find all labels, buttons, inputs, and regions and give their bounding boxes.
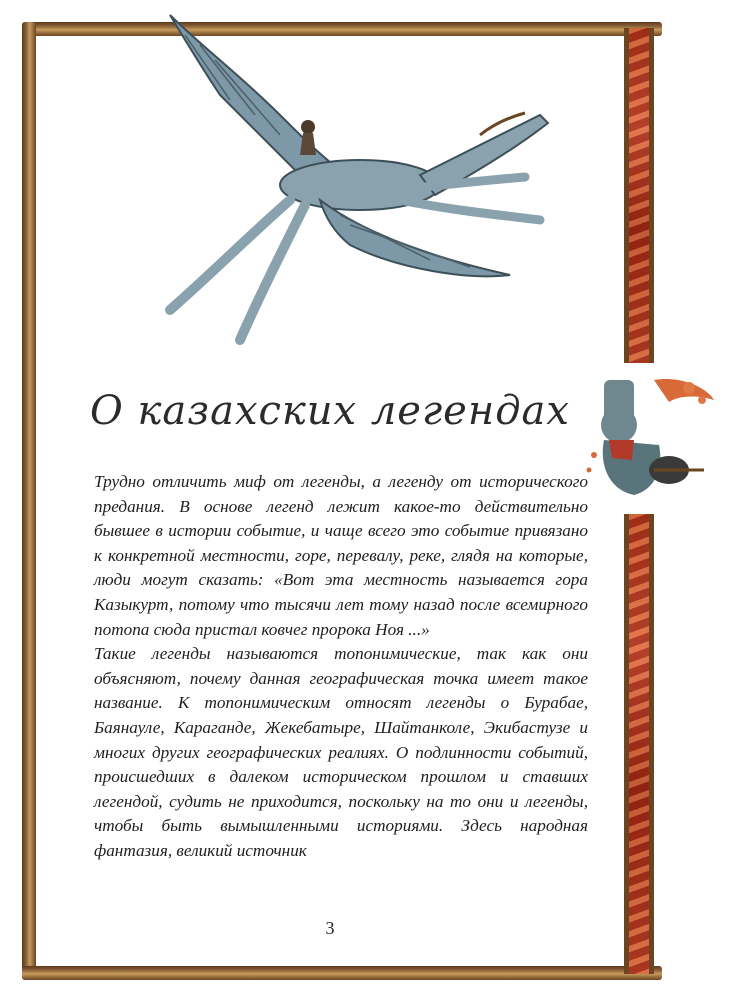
ornamental-pillar-top — [624, 28, 654, 363]
page-title: О казахских легендах — [90, 388, 570, 434]
frame-bottom-border — [22, 966, 662, 980]
ornamental-pillar-bottom — [624, 514, 654, 974]
paragraph: Трудно отличить миф от легенды, а легенду от исторического предания. В основе легенд лежит какое-то действительно бывшее в истории событие, и чаще всего это событие привязано к конкретной местности, горе, перевалу, реке, глядя на которые, люди могут сказать: «Вот эта местность называется гора Казыкурт, потому что тысячи лет тому назад после всемирного потопа сюда пристал ковчег пророка Ноя ...» — [94, 472, 588, 639]
page-number: 3 — [325, 918, 335, 938]
paragraph: Такие легенды называются топонимические, так как они объясняют, почему данная географическая точка имеет такое название. К топонимическим относят легенды о Бурабае, Баянауле, Караганде, Жекебатыре, Шайтанколе, Экибастузе и многих других географических реалиях. О подлинности событий, происшедших в далеком историческом прошлом и ставших легендой, судить не приходится, поскольку на то они и легенды, чтобы быть вымышленными историями. Здесь народная фантазия, великий источник — [94, 644, 588, 860]
body-text — [94, 470, 588, 864]
frame-left-border — [22, 22, 36, 980]
winged-horse-illustration — [100, 5, 560, 355]
